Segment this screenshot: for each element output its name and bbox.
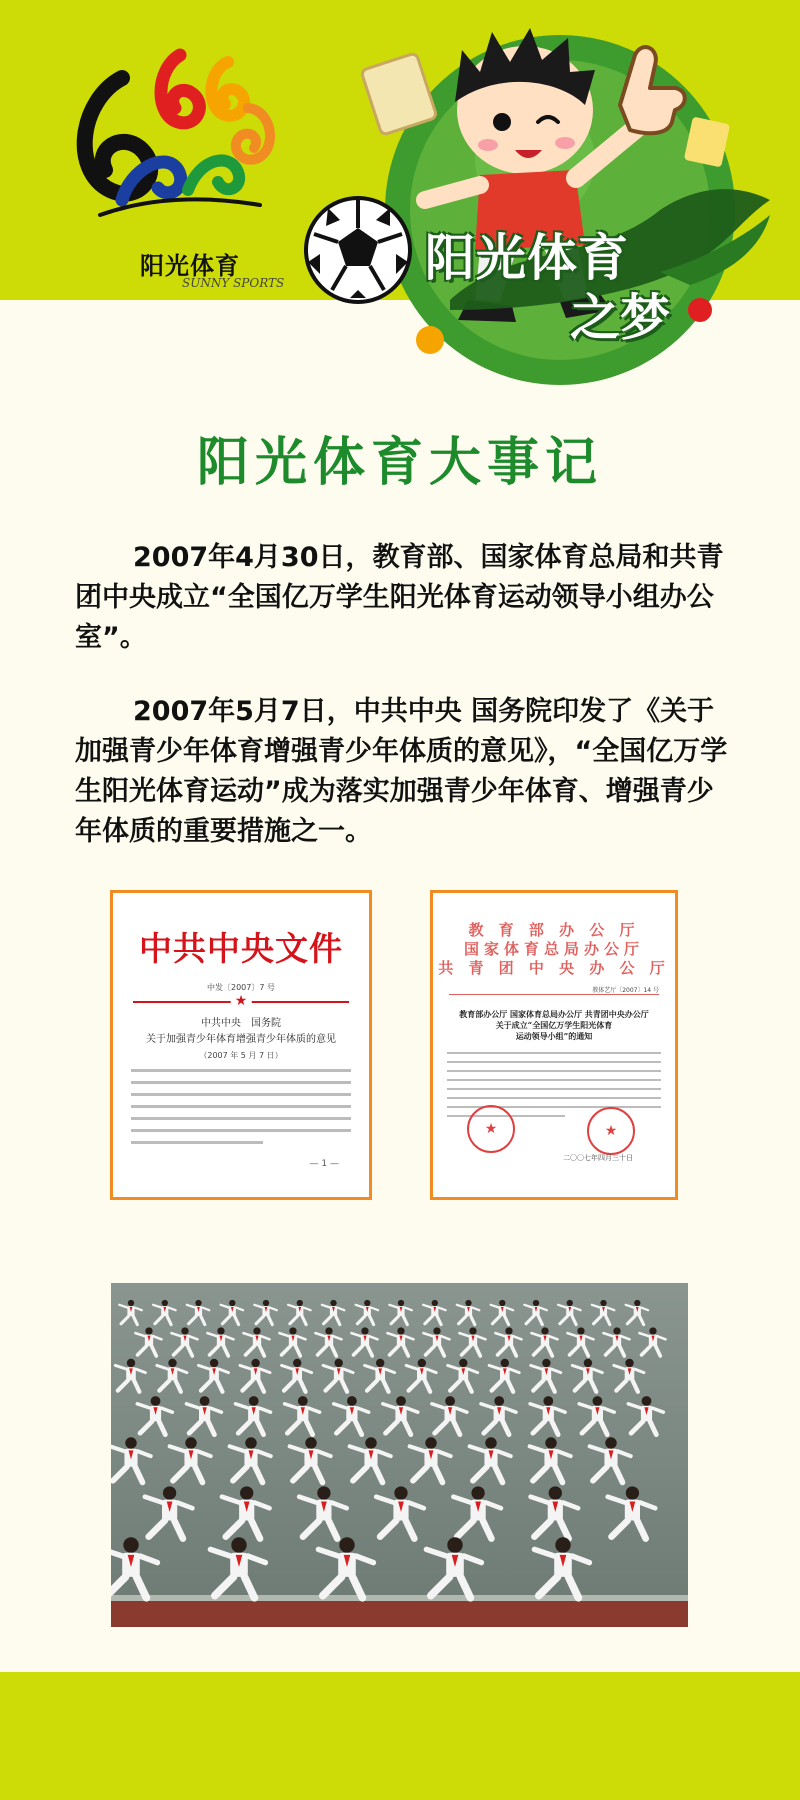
document-issuer: 中共中央 国务院: [201, 1018, 281, 1029]
slogan-line-1: 阳光体育: [425, 229, 629, 287]
document-subject-line-3: 运动领导小组”的通知: [515, 1031, 593, 1041]
mascot-illustration: [330, 10, 790, 410]
logo-text-cn: 阳光体育: [140, 252, 240, 280]
document-divider: [133, 993, 349, 1009]
logo-text-en: SUNNY SPORTS: [182, 276, 285, 290]
document-body-lines: [131, 1069, 351, 1144]
document-subject-line-2: 关于成立“全国亿万学生阳光体育: [495, 1020, 613, 1030]
document-image-central-committee: [110, 890, 372, 1200]
document-header: 中共中央文件: [139, 929, 343, 968]
photo-scene: [111, 1283, 688, 1627]
document-date: 二〇〇七年四月三十日: [563, 1154, 633, 1162]
document-image-ministry-notice: [430, 890, 678, 1200]
document-subject-line-1: 教育部办公厅 国家体育总局办公厅 共青团中央办公厅: [459, 1009, 649, 1019]
event-paragraph-2: 2007年5月7日，中共中央 国务院印发了《关于加强青少年体育增强青少年体质的意见》，“全国亿万学生阳光体育运动”成为落实加强青少年体育、增强青少年体质的重要措施之一。: [75, 696, 728, 847]
document-header-line-1: 教 育 部 办 公 厅: [468, 921, 640, 939]
document-subject: [433, 1009, 675, 1042]
document-date: （2007 年 5 月 7 日）: [199, 1051, 283, 1060]
students-exercise-photo: [111, 1283, 688, 1627]
logo-swirls: [60, 40, 290, 250]
document-header: [433, 921, 675, 978]
document-subject: 关于加强青少年体育增强青少年体质的意见: [146, 1034, 336, 1045]
bottom-band: [0, 1672, 800, 1800]
official-seal-icon: ★: [467, 1105, 515, 1153]
document-number: 教体艺厅〔2007〕14 号: [592, 987, 659, 994]
star-icon: ★: [231, 992, 252, 1010]
document-header-line-2: 国家体育总局办公厅: [463, 940, 644, 958]
sunny-sports-logo: [60, 40, 290, 290]
event-paragraph-1: 2007年4月30日，教育部、国家体育总局和共青团中央成立“全国亿万学生阳光体育运动领导小组办公室”。: [75, 542, 724, 653]
document-page-number: — 1 —: [309, 1159, 339, 1169]
document-divider: [449, 994, 659, 995]
slogan-line-2: 之梦: [570, 289, 670, 347]
document-header-line-3: 共 青 团 中 央 办 公 厅: [438, 959, 670, 977]
page-title: 阳光体育大事记: [196, 433, 603, 493]
official-seal-icon: ★: [587, 1107, 635, 1155]
soccer-ball-icon: [298, 190, 418, 310]
document-number: 中发〔2007〕7 号: [207, 983, 275, 992]
